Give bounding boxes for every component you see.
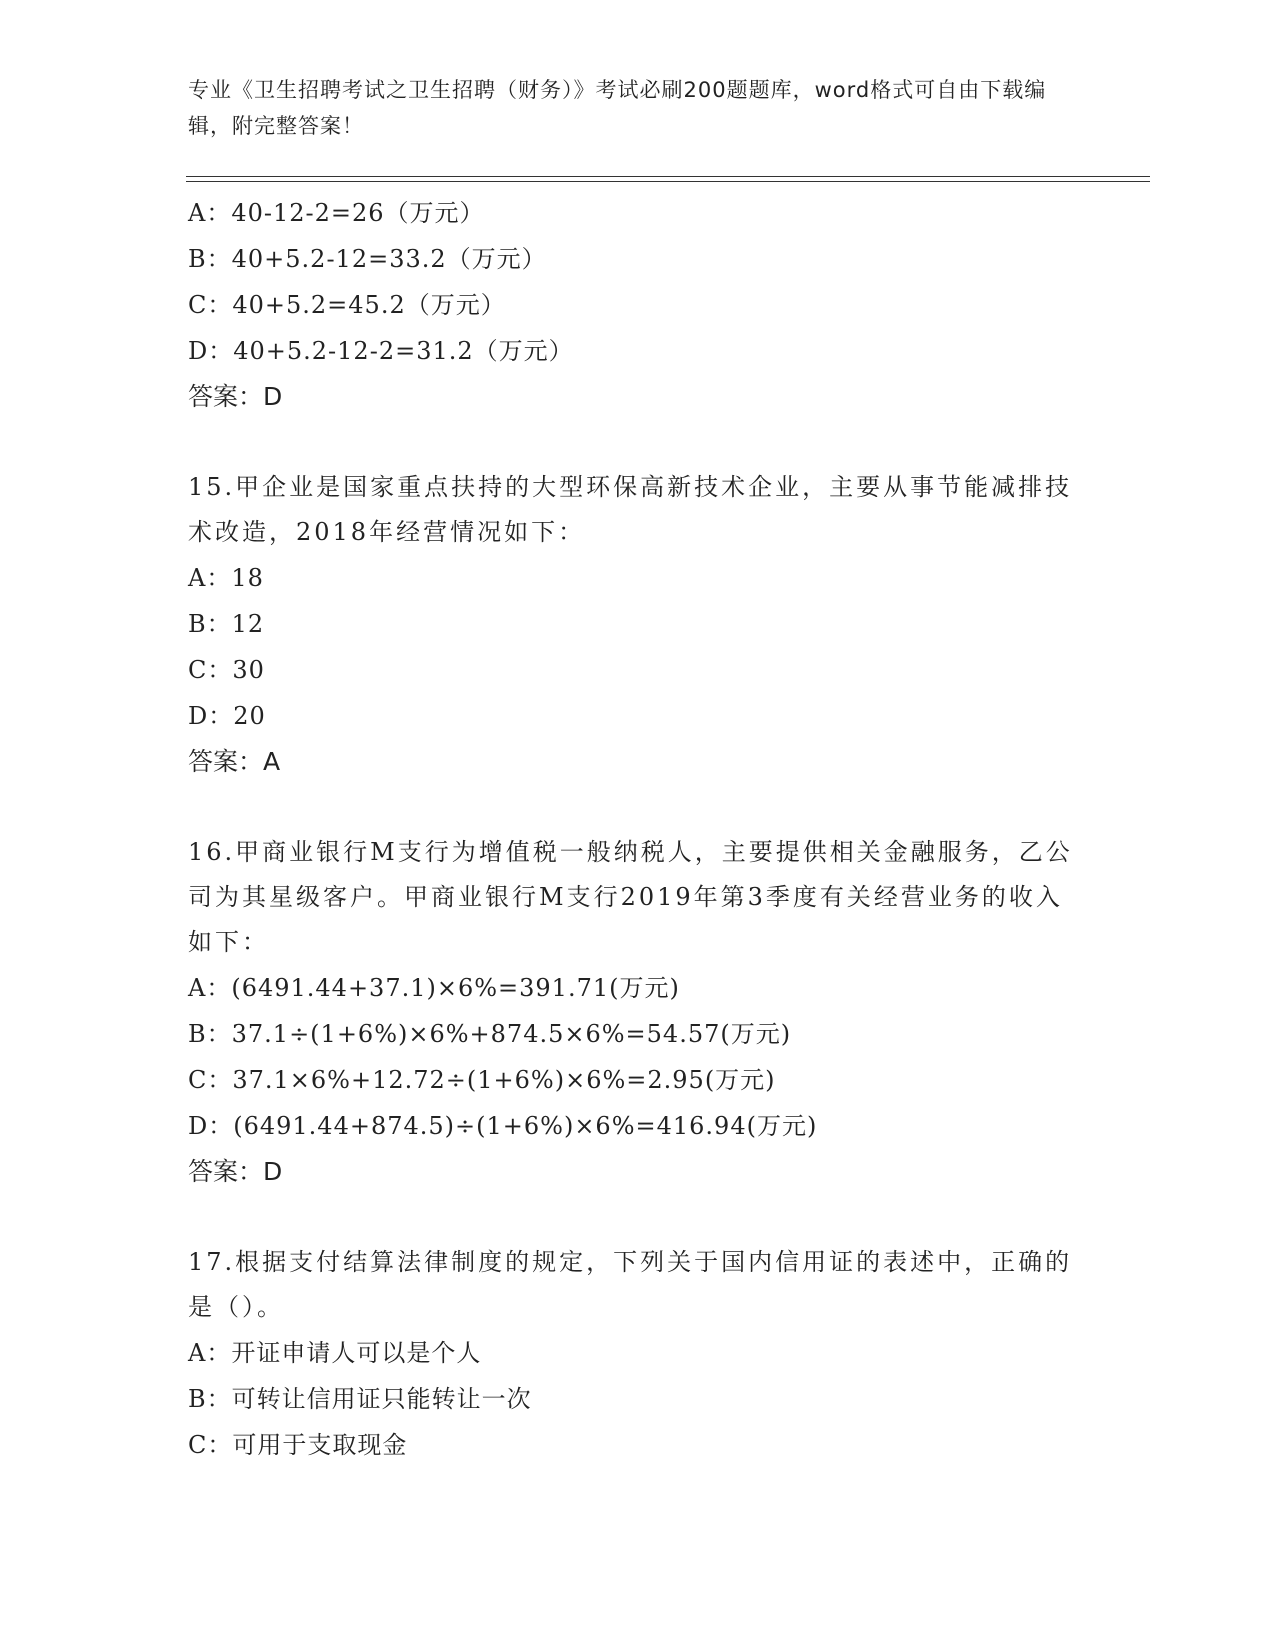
option-d: D：40+5.2-12-2=31.2（万元） [188, 337, 574, 365]
option-c: C：37.1×6%+12.72÷(1+6%)×6%=2.95(万元) [188, 1066, 776, 1094]
header-divider-bottom [186, 181, 1150, 182]
answer-line: 答案：D [188, 1157, 283, 1186]
option-a: A：(6491.44+37.1)×6%=391.71(万元) [188, 974, 680, 1002]
answer-line: 答案：A [188, 747, 281, 776]
option-b: B：37.1÷(1+6%)×6%+874.5×6%=54.57(万元) [188, 1020, 792, 1048]
question-spacer [188, 1195, 1088, 1240]
option-d: D：(6491.44+874.5)÷(1+6%)×6%=416.94(万元) [188, 1112, 818, 1140]
option-b: B：12 [188, 610, 265, 638]
question-17-text: 17.根据支付结算法律制度的规定，下列关于国内信用证的表述中，正确的是（）。 [188, 1248, 1073, 1321]
option-c: C：可用于支取现金 [188, 1431, 408, 1459]
answer-line: 答案：D [188, 382, 283, 411]
question-spacer [188, 785, 1088, 830]
option-b: B：可转让信用证只能转让一次 [188, 1385, 532, 1413]
question-16-text: 16.甲商业银行M支行为增值税一般纳税人，主要提供相关金融服务，乙公司为其星级客户。甲商业银行M支行2019年第3季度有关经营业务的收入如下： [188, 838, 1073, 956]
option-c: C：40+5.2=45.2（万元） [188, 291, 506, 319]
option-c: C：30 [188, 656, 265, 684]
option-b: B：40+5.2-12=33.2（万元） [188, 245, 547, 273]
question-15-block [188, 465, 1088, 785]
header-divider-top [186, 176, 1150, 177]
question-15-text: 15.甲企业是国家重点扶持的大型环保高新技术企业，主要从事节能减排技术改造，2018年经营情况如下： [188, 473, 1073, 546]
option-d: D：20 [188, 702, 266, 730]
document-header: 专业《卫生招聘考试之卫生招聘（财务）》考试必刷200题题库，word格式可自由下载编辑，附完整答案！ [188, 78, 1047, 138]
question-content [188, 190, 1088, 1468]
question-16-block [188, 830, 1088, 1195]
question-17-block [188, 1240, 1088, 1468]
option-a: A：18 [188, 564, 264, 592]
option-a: A：开证申请人可以是个人 [188, 1339, 482, 1367]
question-spacer [188, 420, 1088, 465]
option-a: A：40-12-2=26（万元） [188, 199, 485, 227]
question-14-block [188, 190, 1088, 420]
